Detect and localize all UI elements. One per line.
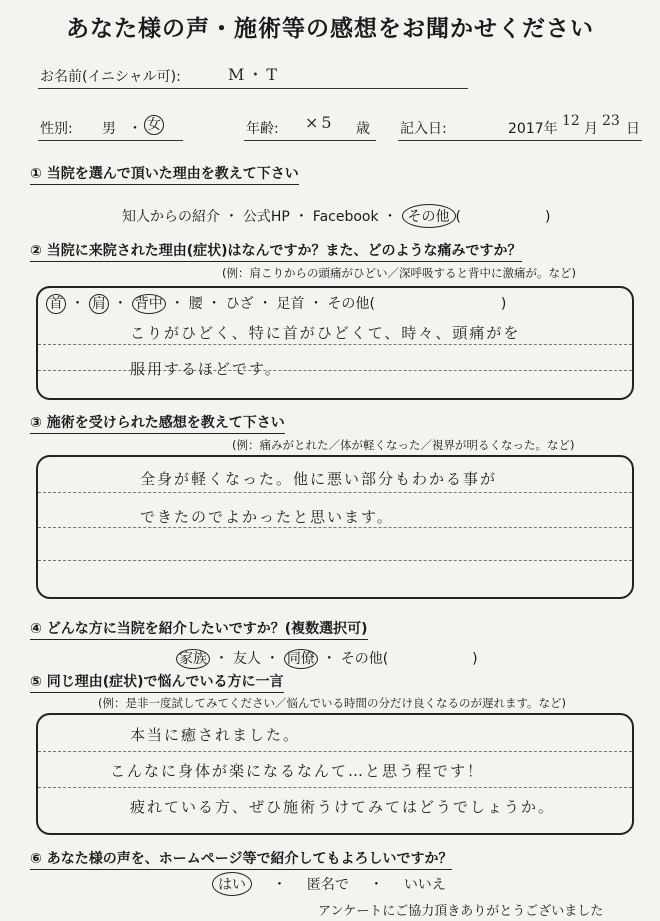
q2-option-waist: 腰	[188, 296, 203, 312]
q1-sep: ・	[383, 209, 398, 225]
q4-option-family: 家族	[176, 649, 210, 669]
gender-sep: ・	[128, 121, 142, 137]
q4-sep: ・	[322, 651, 337, 667]
q2-options	[46, 293, 506, 314]
q1-sep: ・	[294, 209, 309, 225]
gender-underline	[38, 140, 183, 141]
gender-female-circled	[144, 115, 164, 135]
form-title: あなた様の声・施術等の感想をお聞かせください	[66, 16, 594, 42]
name-label: お名前(イニシャル可):	[40, 69, 181, 85]
answer-line	[38, 527, 632, 528]
q1-other-paren: ( )	[455, 209, 551, 225]
age-unit: 歳	[356, 121, 370, 137]
q1-option-facebook: Facebook	[312, 209, 379, 225]
q1-option-referral: 知人からの紹介	[122, 209, 220, 225]
answer-line	[38, 492, 632, 493]
q2-answer-line-2: 服用するほどです。	[130, 360, 282, 378]
gender-male: 男	[102, 121, 116, 137]
q5-answer-line-2: こんなに身体が楽になるなんて…と思う程です！	[110, 762, 485, 780]
q2-sep: ・	[170, 296, 185, 312]
q2-option-ankle: 足首	[276, 296, 305, 312]
q6-sep: ・	[369, 877, 384, 893]
answer-line	[38, 751, 632, 752]
date-label: 記入日:	[400, 121, 447, 137]
q3-answer-line-2: できたのでよかったと思います。	[140, 508, 394, 526]
q2-sep: ・	[258, 296, 273, 312]
q2-sep: ・	[113, 296, 128, 312]
q1-options	[122, 204, 550, 228]
q2-other-paren: ( )	[369, 296, 507, 312]
q4-sep: ・	[214, 651, 229, 667]
q3-example: (例：痛みがとれた／体が軽くなった／視界が明るくなった。など)	[232, 438, 575, 452]
q1-option-hp: 公式HP	[242, 209, 290, 225]
footer-thanks: アンケートにご協力頂きありがとうございました	[318, 904, 604, 919]
date-year: 2017年	[508, 121, 558, 137]
q2-option-back: 背中	[132, 294, 166, 314]
q6-sep: ・	[272, 877, 287, 893]
answer-line	[38, 787, 632, 788]
q2-option-knee: ひざ	[225, 296, 254, 312]
name-underline	[38, 88, 468, 89]
q4-heading: ④ どんな方に当院を紹介したいですか？(複数選択可)	[30, 618, 368, 640]
q5-heading: ⑤ 同じ理由(症状)で悩んでいる方に一言	[30, 671, 284, 693]
q2-answer-line-1: こりがひどく、特に首がひどくて、時々、頭痛がを	[130, 324, 521, 342]
q2-sep: ・	[308, 296, 323, 312]
q6-options	[212, 872, 446, 896]
name-value: M・T	[228, 65, 281, 84]
age-underline	[244, 140, 376, 141]
q2-example: (例：肩こりからの頭痛がひどい／深呼吸すると背中に激痛が。など)	[222, 266, 576, 280]
answer-line	[38, 344, 632, 345]
q6-option-anonymous: 匿名で	[306, 877, 349, 893]
q5-example: (例：是非一度試してみてください／悩んでいる時間の分だけ良くなるのが遅れます。など)	[98, 696, 567, 710]
date-month: 月	[584, 121, 598, 137]
q2-sep: ・	[207, 296, 222, 312]
q5-answer-line-1: 本当に癒されました。	[130, 726, 301, 744]
q5-answer-line-3: 疲れている方、ぜひ施術うけてみてはどうでしょうか。	[130, 798, 556, 816]
q4-option-friend: 友人	[232, 651, 261, 667]
answer-line	[38, 560, 632, 561]
q3-answer-line-1: 全身が軽くなった。他に悪い部分もわかる事が	[140, 470, 498, 488]
q6-heading: ⑥ あなた様の声を、ホームページ等で紹介してもよろしいですか？	[30, 848, 452, 870]
q1-sep: ・	[224, 209, 239, 225]
q4-option-coworker: 同僚	[284, 649, 318, 669]
q2-sep: ・	[70, 296, 85, 312]
q4-sep: ・	[265, 651, 280, 667]
q6-option-yes: はい	[212, 872, 252, 896]
q1-heading: ① 当院を選んで頂いた理由を教えて下さい	[30, 163, 299, 185]
age-value: ×5	[305, 113, 335, 132]
q1-option-other: その他	[402, 204, 456, 228]
q4-other-paren: ( )	[382, 651, 478, 667]
date-underline	[398, 140, 642, 141]
q3-heading: ③ 施術を受けられた感想を教えて下さい	[30, 412, 285, 434]
q2-option-shoulder: 肩	[89, 294, 109, 314]
q2-option-other: その他	[327, 296, 370, 312]
date-day-value: 23	[602, 113, 620, 129]
q4-options	[176, 648, 478, 669]
age-label: 年齢:	[246, 121, 279, 137]
q2-option-neck: 首	[46, 294, 66, 314]
gender-label: 性別:	[40, 121, 73, 137]
date-day: 日	[626, 121, 640, 137]
q4-option-other: その他	[340, 651, 383, 667]
gender-female: 女	[144, 115, 164, 135]
date-month-value: 12	[562, 113, 580, 129]
q6-option-no: いいえ	[403, 877, 446, 893]
q2-heading: ② 当院に来院された理由(症状)はなんですか？また、どのような痛みですか？	[30, 240, 522, 262]
answer-line	[38, 370, 632, 371]
